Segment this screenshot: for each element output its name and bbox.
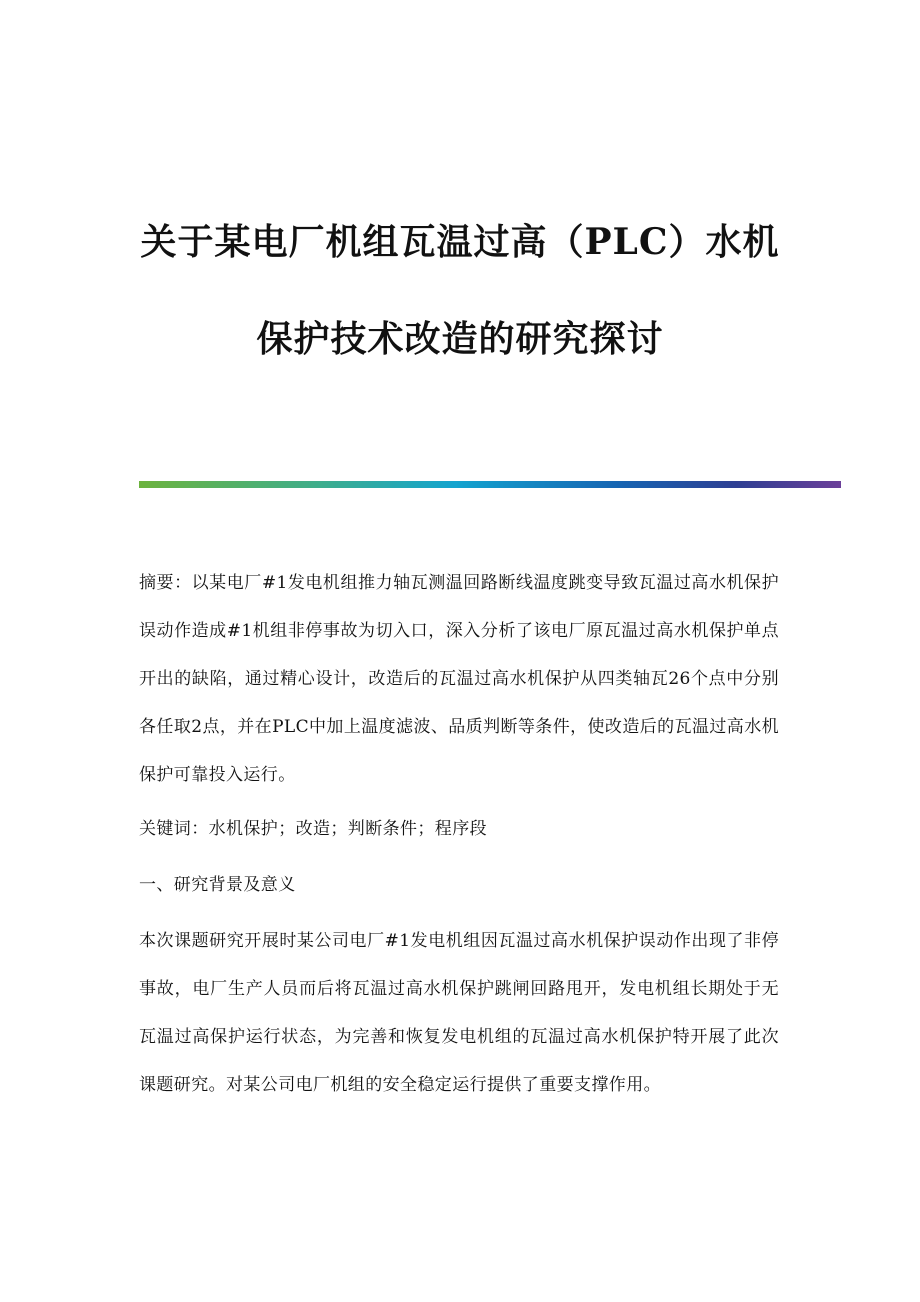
abstract-paragraph: 摘要：以某电厂#1发电机组推力轴瓦测温回路断线温度跳变导致瓦温过高水机保护误动作造成#1机组非停事故为切入口，深入分析了该电厂原瓦温过高水机保护单点开出的缺陷，通过精心设计，改造后的瓦温过高水机保护从四类轴瓦26个点中分别各任取2点，并在PLC中加上温度滤波、品质判断等条件，使改造后的瓦温过高水机保护可靠投入运行。 [139, 573, 779, 785]
section-heading-block [139, 861, 779, 909]
background-paragraph: 本次课题研究开展时某公司电厂#1发电机组因瓦温过高水机保护误动作出现了非停事故，电厂生产人员而后将瓦温过高水机保护跳闸回路甩开，发电机组长期处于无瓦温过高保护运行状态，为完善和恢复发电机组的瓦温过高水机保护特开展了此次课题研究。对某公司电厂机组的安全稳定运行提供了重要支撑作用。 [139, 931, 779, 1095]
document-title-line-2: 保护技术改造的研究探讨 [256, 318, 664, 360]
keywords-line: 关键词：水机保护；改造；判断条件；程序段 [139, 819, 487, 839]
keywords-block [139, 805, 779, 853]
background-paragraph-block [139, 917, 779, 1109]
title-divider-gradient [139, 481, 841, 488]
section-heading: 一、研究背景及意义 [139, 875, 296, 895]
abstract-block [139, 559, 779, 799]
document-title-line-1: 关于某电厂机组瓦温过高（PLC）水机 [140, 221, 780, 263]
